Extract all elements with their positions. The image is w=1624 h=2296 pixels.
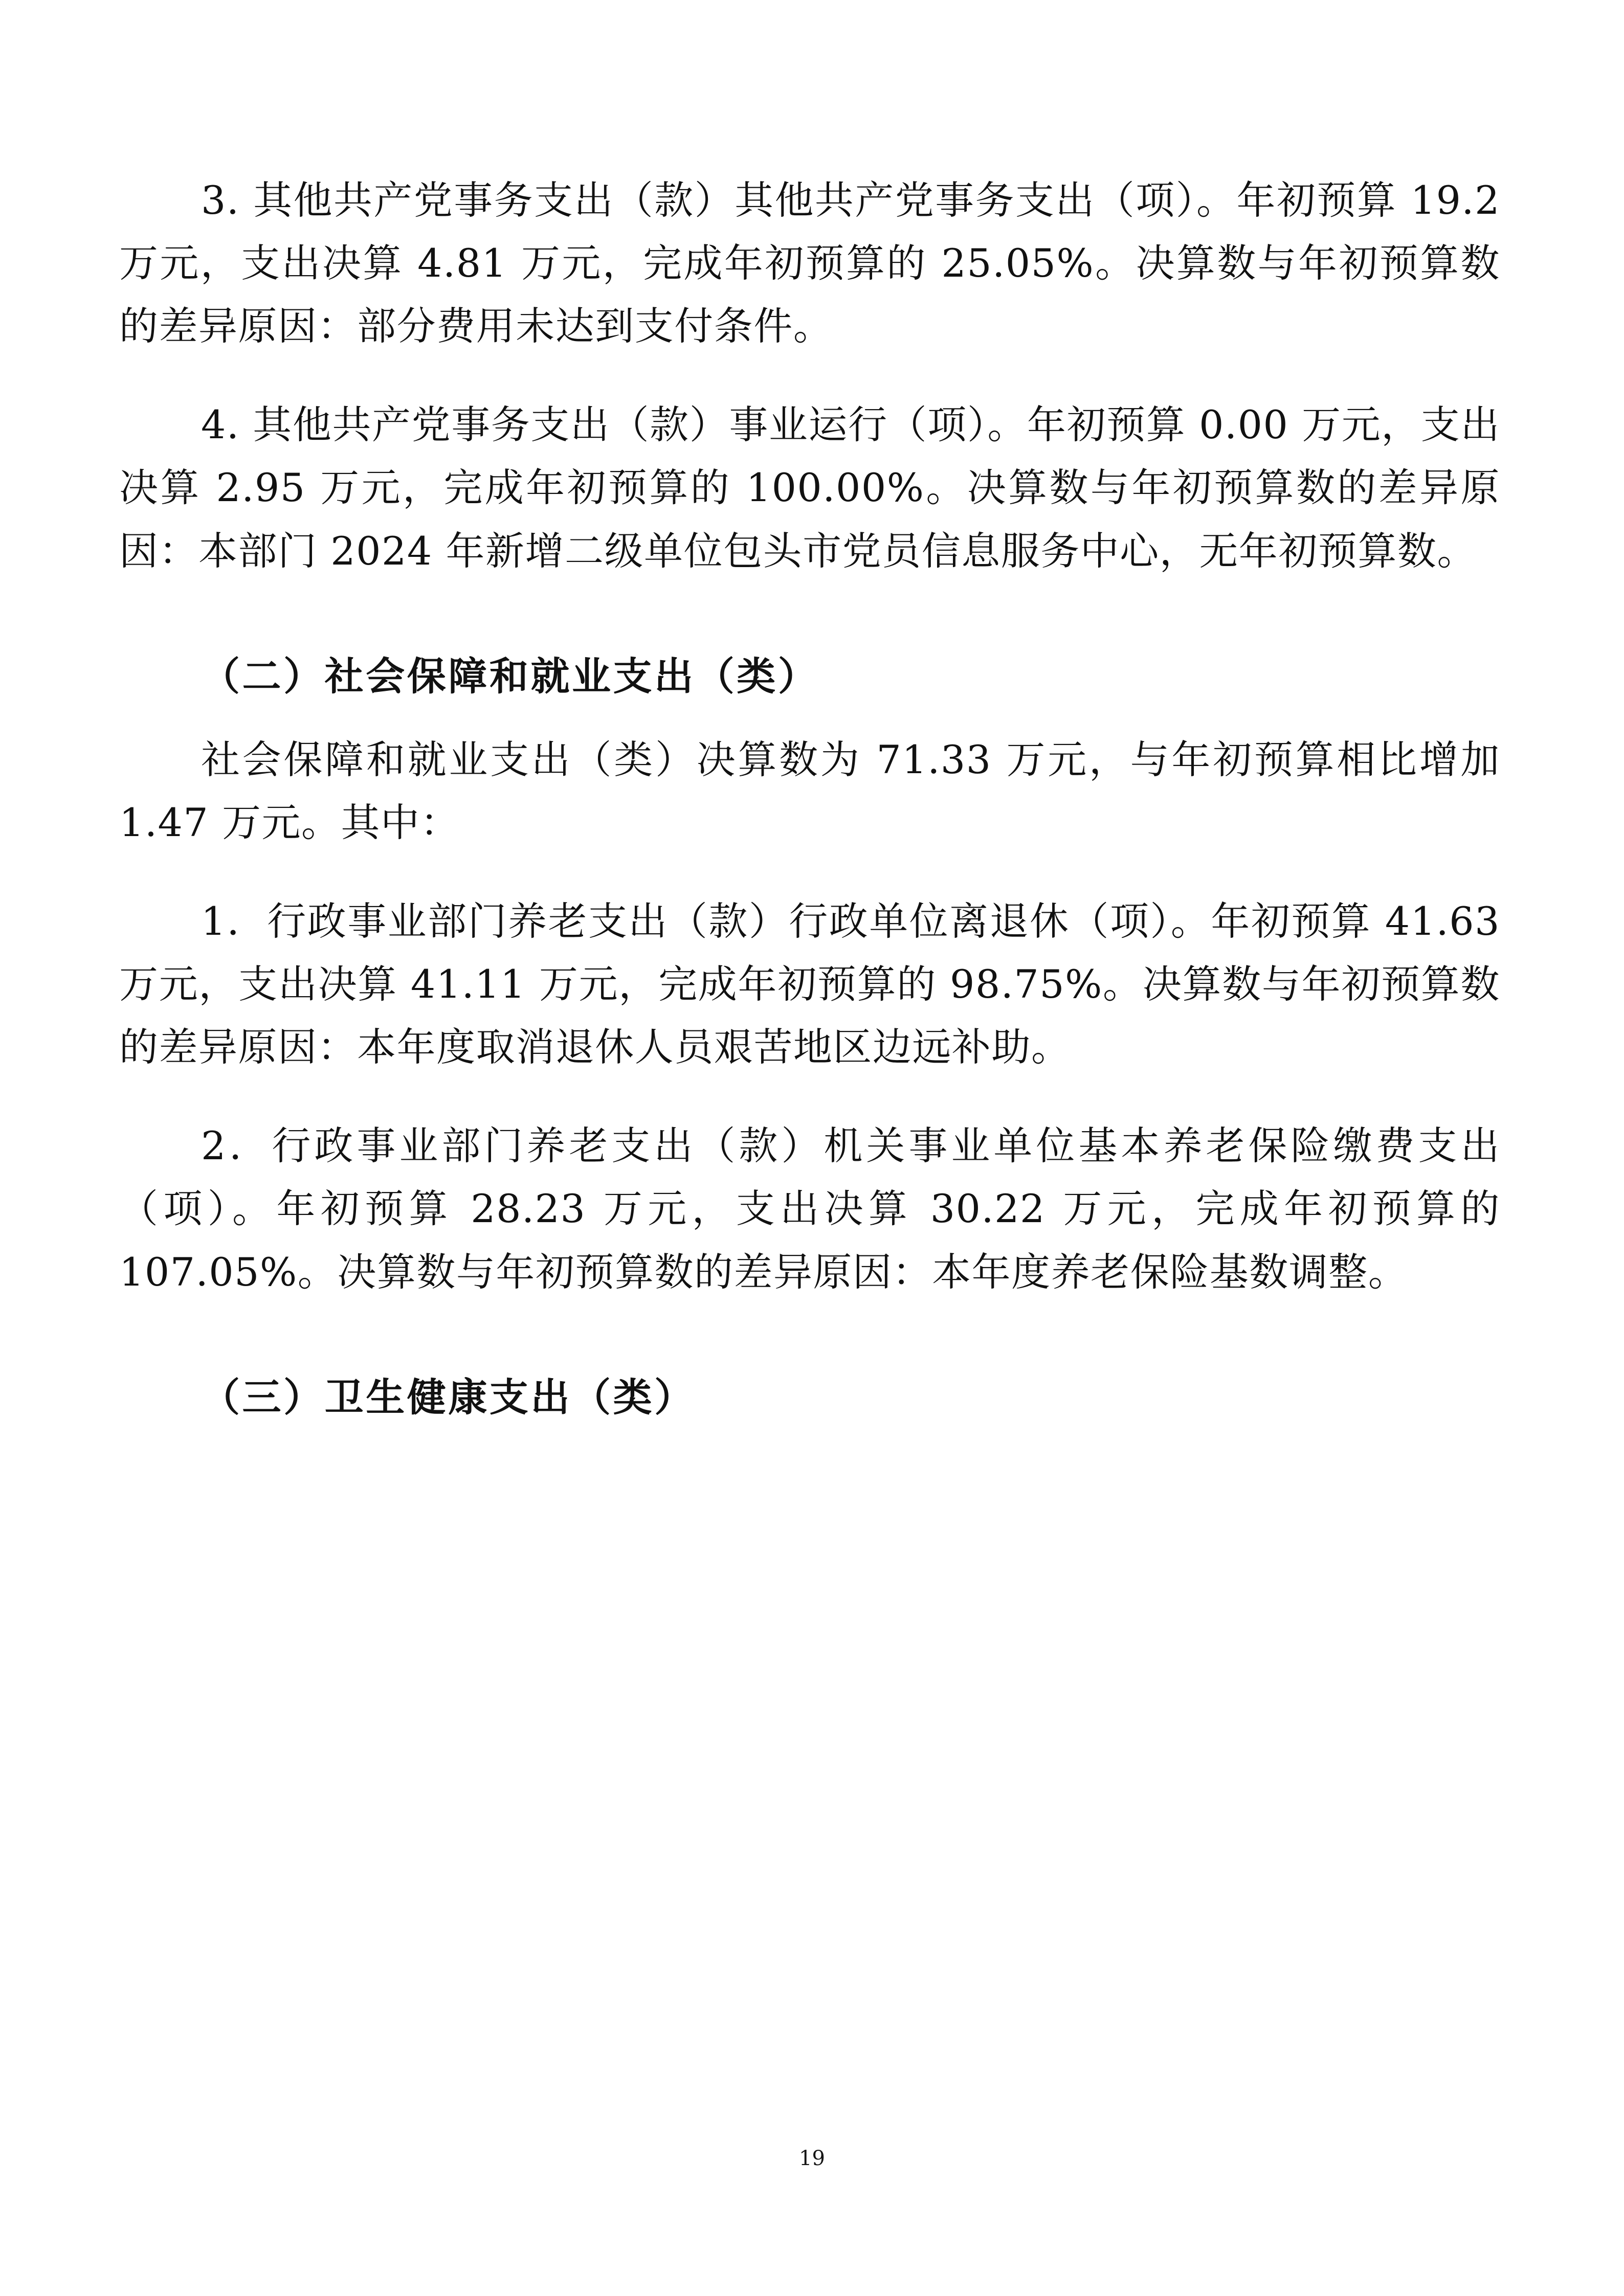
paragraph-spacer xyxy=(119,379,1500,393)
heading-social-security-expenditure: （二）社会保障和就业支出（类） xyxy=(201,653,819,699)
heading-health-expenditure: （三）卫生健康支出（类） xyxy=(201,1374,696,1420)
paragraph-spacer xyxy=(119,875,1500,890)
paragraph-social-security-intro: 社会保障和就业支出（类）决算数为 71.33 万元，与年初预算相比增加 1.47 万元。其中： xyxy=(119,736,1500,845)
paragraph-social-security-item-1: 1．行政事业部门养老支出（款）行政单位离退休（项）。年初预算 41.63 万元，支出决算 41.11 万元，完成年初预算的 98.75%。决算数与年初预算数的差异原因：本年度取消退休人员艰苦地区边远补助。 xyxy=(119,898,1500,1070)
paragraph-spacer xyxy=(119,1100,1500,1114)
paragraph-item-4: 4. 其他共产党事务支出（款）事业运行（项）。年初预算 0.00 万元，支出决算 2.95 万元，完成年初预算的 100.00%。决算数与年初预算数的差异原因：本部门 2024 年新增二级单位包头市党员信息服务中心，无年初预算数。 xyxy=(119,402,1500,574)
page-number: 19 xyxy=(799,2147,825,2170)
page-content xyxy=(119,169,1500,1449)
paragraph-social-security-item-2: 2．行政事业部门养老支出（款）机关事业单位基本养老保险缴费支出（项）。年初预算 28.23 万元，支出决算 30.22 万元，完成年初预算的 107.05%。决算数与年初预算数的差异原因：本年度养老保险基数调整。 xyxy=(119,1123,1500,1295)
section-spacer xyxy=(119,1325,1500,1350)
paragraph-item-3: 3. 其他共产党事务支出（款）其他共产党事务支出（项）。年初预算 19.2 万元，支出决算 4.81 万元，完成年初预算的 25.05%。决算数与年初预算数的差异原因：部分费用未达到支付条件。 xyxy=(119,177,1500,349)
section-spacer xyxy=(119,604,1500,629)
